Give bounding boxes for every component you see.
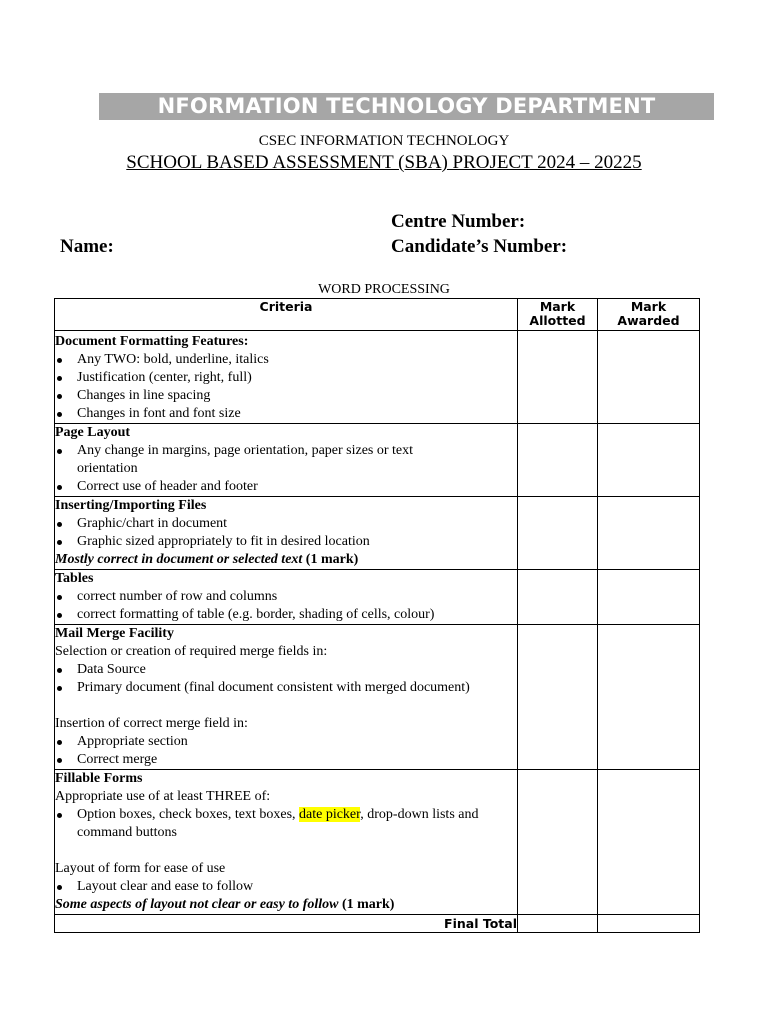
criteria-table <box>54 298 700 933</box>
project-title <box>0 151 768 175</box>
mark-awarded-cell[interactable] <box>598 331 700 424</box>
section-heading-formatting: Document Formatting Features: <box>55 334 249 349</box>
list-item: Data Source <box>55 661 517 679</box>
final-total-allotted-cell[interactable] <box>518 915 598 933</box>
forms-intro: Appropriate use of at least THREE of: <box>55 789 271 804</box>
criteria-cell-mail-merge <box>55 625 518 770</box>
date-picker-highlight: date picker <box>299 807 361 822</box>
section-heading-tables: Tables <box>55 571 94 586</box>
list-item: Justification (center, right, full) <box>55 369 517 387</box>
criteria-cell-inserting <box>55 497 518 570</box>
mail-merge-intro2: Insertion of correct merge field in: <box>55 716 248 731</box>
list-item: correct number of row and columns <box>55 588 517 606</box>
mark-allotted-cell[interactable] <box>518 570 598 625</box>
section-heading-mail-merge: Mail Merge Facility <box>55 626 174 641</box>
centre-number-label: Centre Number: <box>391 211 526 232</box>
criteria-header: Criteria <box>55 299 518 331</box>
inserting-mark-note <box>55 551 517 569</box>
mark-awarded-cell[interactable] <box>598 497 700 570</box>
list-item: Graphic sized appropriately to fit in desired location <box>55 533 517 551</box>
mail-merge-intro: Selection or creation of required merge fields in: <box>55 644 328 659</box>
list-item: Layout clear and ease to follow <box>55 878 517 896</box>
mark-allotted-header-line2: Allotted <box>529 313 586 328</box>
section-title: WORD PROCESSING <box>318 282 450 297</box>
inserting-note-italic: Mostly correct in document or selected text <box>55 552 303 567</box>
table-row <box>55 331 700 424</box>
section-heading-inserting: Inserting/Importing Files <box>55 498 207 513</box>
subject-heading: CSEC INFORMATION TECHNOLOGY <box>258 133 510 149</box>
section-heading-page-layout: Page Layout <box>55 425 131 440</box>
criteria-cell-fillable-forms <box>55 770 518 915</box>
table-row <box>55 497 700 570</box>
forms-item-post: , drop-down lists and command buttons <box>77 807 479 840</box>
list-item: Primary document (final document consistent with merged document) <box>55 679 517 697</box>
mark-allotted-cell[interactable] <box>518 770 598 915</box>
list-item: correct formatting of table (e.g. border, shading of cells, colour) <box>55 606 517 624</box>
final-total-row <box>55 915 700 933</box>
forms-mark-note <box>55 896 517 914</box>
spacer <box>55 697 517 715</box>
criteria-cell-tables <box>55 570 518 625</box>
table-row <box>55 570 700 625</box>
forms-note-italic: Some aspects of layout not clear or easy to follow <box>55 897 339 912</box>
forms-note-mark: (1 mark) <box>338 897 395 912</box>
mark-allotted-header <box>518 299 598 331</box>
list-item: Correct use of header and footer <box>55 478 517 496</box>
spacer <box>55 842 517 860</box>
criteria-cell-page-layout <box>55 424 518 497</box>
list-item <box>55 806 517 842</box>
table-row <box>55 770 700 915</box>
final-total-label: Final Total <box>55 915 518 933</box>
mark-allotted-cell[interactable] <box>518 497 598 570</box>
department-banner: NFORMATION TECHNOLOGY DEPARTMENT <box>99 93 714 120</box>
mark-awarded-cell[interactable] <box>598 570 700 625</box>
final-total-awarded-cell[interactable] <box>598 915 700 933</box>
list-item: Any TWO: bold, underline, italics <box>55 351 517 369</box>
forms-item-pre: Option boxes, check boxes, text boxes, <box>77 807 300 822</box>
list-item: Appropriate section <box>55 733 517 751</box>
name-label: Name: <box>60 236 114 257</box>
mark-awarded-header <box>598 299 700 331</box>
mark-awarded-cell[interactable] <box>598 424 700 497</box>
forms-intro2: Layout of form for ease of use <box>55 861 226 876</box>
mark-allotted-header-line1: Mark <box>539 299 576 314</box>
list-item: Graphic/chart in document <box>55 515 517 533</box>
mark-awarded-header-line1: Mark <box>630 299 667 314</box>
list-item: Changes in line spacing <box>55 387 517 405</box>
table-row <box>55 625 700 770</box>
criteria-cell-formatting <box>55 331 518 424</box>
table-header-row <box>55 299 700 331</box>
mark-allotted-cell[interactable] <box>518 424 598 497</box>
project-title-text: SCHOOL BASED ASSESSMENT (SBA) PROJECT 2024 – 20225 <box>126 152 642 173</box>
list-item: Correct merge <box>55 751 517 769</box>
candidate-number-label: Candidate’s Number: <box>391 236 568 257</box>
mark-awarded-cell[interactable] <box>598 625 700 770</box>
mark-awarded-header-line2: Awarded <box>617 313 680 328</box>
mark-awarded-cell[interactable] <box>598 770 700 915</box>
list-item: Changes in font and font size <box>55 405 517 423</box>
mark-allotted-cell[interactable] <box>518 625 598 770</box>
mark-allotted-cell[interactable] <box>518 331 598 424</box>
inserting-note-mark: (1 mark) <box>302 552 359 567</box>
table-row <box>55 424 700 497</box>
section-heading-fillable-forms: Fillable Forms <box>55 771 143 786</box>
list-item: Any change in margins, page orientation, paper sizes or text orientation <box>55 442 517 478</box>
